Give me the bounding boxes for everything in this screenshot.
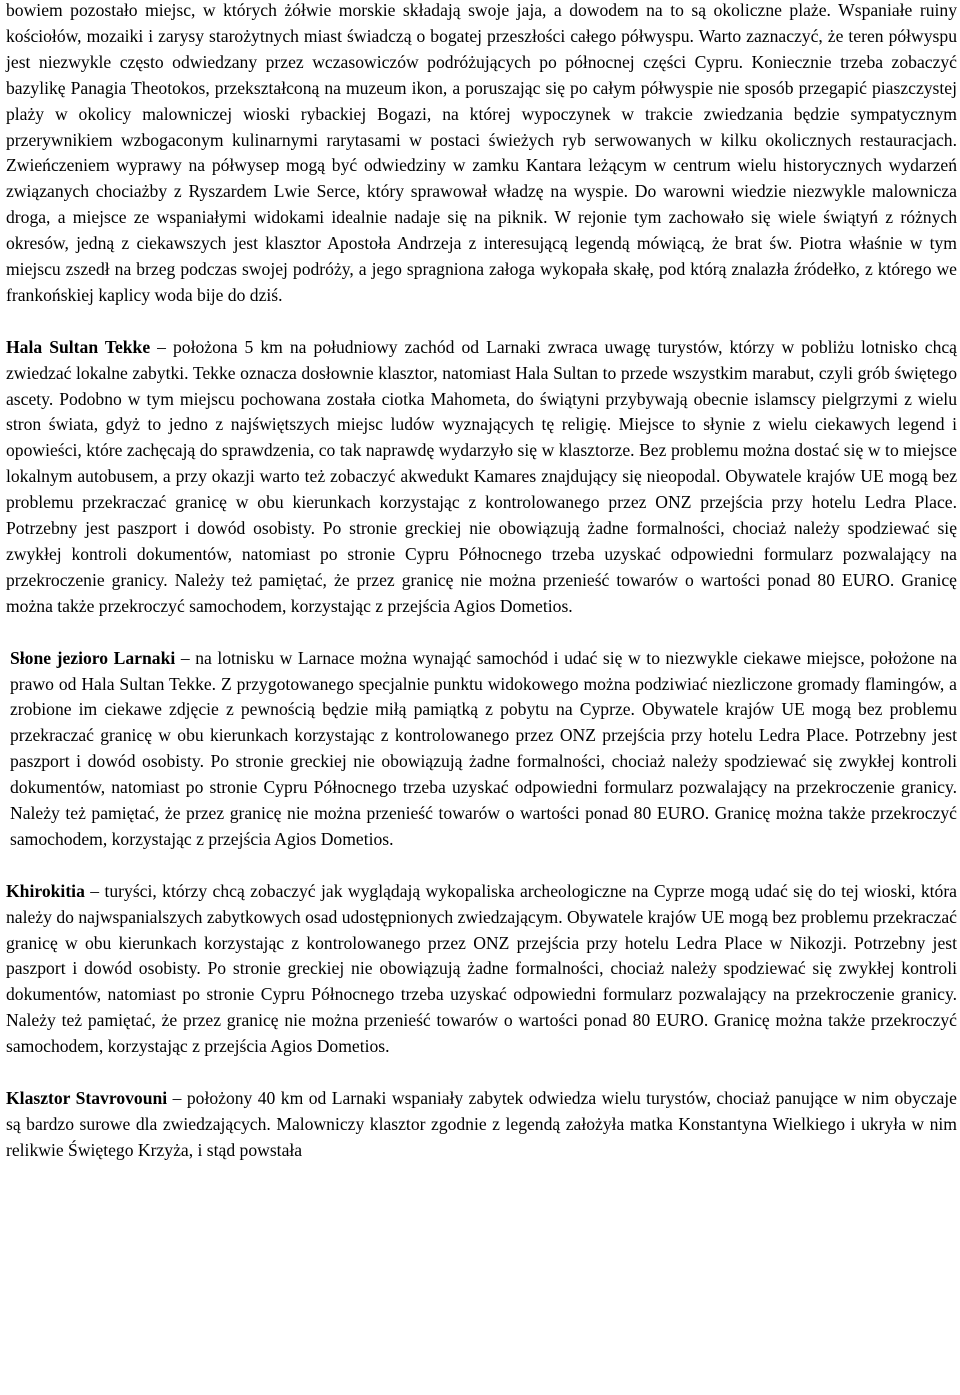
paragraph-text: – na lotnisku w Larnace można wynająć samochód i udać się w to niezwykle ciekawe miejsce, położone na prawo od Hala Sultan Tekke. Z przygotowanego specjalnie punktu widokowego można podziwiać niezliczone gromady flamingów, a zrobione im ciekawe zdjęcie z pewnością będzie miłą pamiątką z pobytu na Cyprze. Obywatele krajów UE mogą bez problemu przekraczać granicę w obu kierunkach korzystając z kontrolowanego przez ONZ przejścia przy hotelu Ledra Place. Potrzebny jest paszport i dowód osobisty. Po stronie greckiej nie obowiązują żadne formalności, chociaż należy spodziewać się zwykłej kontroli dokumentów, natomiast po stronie Cypru Północnego trzeba uzyskać odpowiedni formularz pozwalający na przekroczenie granicy. Należy też pamiętać, że przez granicę nie można przenieść towarów o wartości ponad 80 EURO. Granicę można także przekroczyć samochodem, korzystając z przejścia Agios Dometios. bbox=[10, 647, 957, 849]
section-heading: Hala Sultan Tekke bbox=[6, 336, 151, 357]
paragraph-spacer bbox=[6, 853, 957, 879]
document-page bbox=[6, 0, 957, 1164]
paragraph-salt-lake bbox=[6, 646, 957, 853]
paragraph-text: bowiem pozostało miejsc, w których żółwie morskie składają swoje jaja, a dowodem na to są okoliczne plaże. Wspaniałe ruiny kościołów, mozaiki i zarysy starożytnych miast świadczą o bogatej przeszłości całego półwyspu. Warto zaznaczyć, że teren półwyspu jest niezwykle często odwiedzany przez wczasowiczów podróżujących po północnej części Cypru. Koniecznie trzeba zobaczyć bazylikę Panagia Theotokos, przekształconą na muzeum ikon, a poruszając się po całym półwyspie nie sposób przegapić piaszczystej plaży w okolicy malowniczej wioski rybackiej Bogazi, na której wypoczynek w trakcie zwiedzania będzie sympatycznym przerywnikiem wzbogaconym kulinarnymi rarytasami w postaci świeżych ryb serwowanych w kilku okolicznych restauracjach. Zwieńczeniem wyprawy na półwysep mogą być odwiedziny w zamku Kantara leżącym w centrum wielu historycznych wydarzeń związanych chociażby z Ryszardem Lwie Serce, który sprawował władzę na wyspie. Do warowni wiedzie niezwykle malownicza droga, a miejsce ze wspaniałymi widokami idealnie nadaje się na piknik. W rejonie tym zachowało się wiele świątyń z różnych okresów, jedną z ciekawszych jest klasztor Apostoła Andrzeja z interesującą legendą mówiącą, że brat św. Piotra właśnie w tym miejscu zszedł na brzeg podczas swojej podróży, a jego spragniona załoga wykopała skałę, pod którą znalazła źródełko, z którego we frankońskiej kaplicy woda bije do dziś. bbox=[6, 0, 957, 305]
paragraph-spacer bbox=[6, 620, 957, 646]
paragraph-khirokitia bbox=[6, 879, 957, 1060]
section-heading: Khirokitia bbox=[6, 880, 85, 901]
paragraph-stavrovouni bbox=[6, 1086, 957, 1164]
section-heading: Klasztor Stavrovouni bbox=[6, 1088, 168, 1108]
paragraph-text: – położona 5 km na południowy zachód od Larnaki zwraca uwagę turystów, którzy w pobliżu lotnisko chcą zwiedzać lokalne zabytki. Tekke oznacza dosłownie klasztor, natomiast Hala Sultan to przede wszystkim marabut, czyli grób świętego ascety. Podobno w tym miejscu pochowana została ciotka Mahometa, do świątyni przybywają obecnie islamscy pielgrzymi z wielu stron świata, gdyż to jedno z najświętszych miejsc ludów wyznających tę religię. Miejsce to słynie z wielu ciekawych legend i opowieści, które zachęcają do sprawdzenia, co tak naprawdę wydarzyło się w klasztorze. Bez problemu można dostać się w to miejsce lokalnym autobusem, a przy okazji warto też zobaczyć akwedukt Kamares znajdujący się nieopodal. Obywatele krajów UE mogą bez problemu przekraczać granicę w obu kierunkach korzystając z kontrolowanego przez ONZ przejścia przy hotelu Ledra Place. Potrzebny jest paszport i dowód osobisty. Po stronie greckiej nie obowiązują żadne formalności, chociaż należy spodziewać się zwykłej kontroli dokumentów, natomiast po stronie Cypru Północnego trzeba uzyskać odpowiedni formularz pozwalający na przekroczenie granicy. Należy też pamiętać, że przez granicę nie można przenieść towarów o wartości ponad 80 EURO. Granicę można także przekroczyć samochodem, korzystając z przejścia Agios Dometios. bbox=[6, 336, 957, 616]
section-heading: Słone jezioro Larnaki bbox=[10, 647, 176, 668]
paragraph-karpas bbox=[6, 0, 957, 309]
paragraph-hala-sultan-tekke bbox=[6, 335, 957, 620]
paragraph-spacer bbox=[6, 1060, 957, 1086]
paragraph-spacer bbox=[6, 309, 957, 335]
paragraph-text: – turyści, którzy chcą zobaczyć jak wyglądają wykopaliska archeologiczne na Cyprze mogą udać się do tej wioski, która należy do najwspanialszych zabytkowych osad udostępnionych zwiedzającym. Obywatele krajów UE mogą bez problemu przekraczać granicę w obu kierunkach korzystając z kontrolowanego przez ONZ przejścia przy hotelu Ledra Place w Nikozji. Potrzebny jest paszport i dowód osobisty. Po stronie greckiej nie obowiązują żadne formalności, chociaż należy spodziewać się zwykłej kontroli dokumentów, natomiast po stronie Cypru Północnego trzeba uzyskać odpowiedni formularz pozwalający na przekroczenie granicy. Należy też pamiętać, że przez granicę nie można przenieść towarów o wartości ponad 80 EURO. Granicę można także przekroczyć samochodem, korzystając z przejścia Agios Dometios. bbox=[6, 880, 957, 1057]
paragraph-text: – położony 40 km od Larnaki wspaniały zabytek odwiedza wielu turystów, chociaż panujące w nim obyczaje są bardzo surowe dla zwiedzających. Malowniczy klasztor zgodnie z legendą założyła matka Konstantyna Wielkiego i ukryła w nim relikwie Świętego Krzyża, i stąd powstała bbox=[6, 1088, 957, 1160]
